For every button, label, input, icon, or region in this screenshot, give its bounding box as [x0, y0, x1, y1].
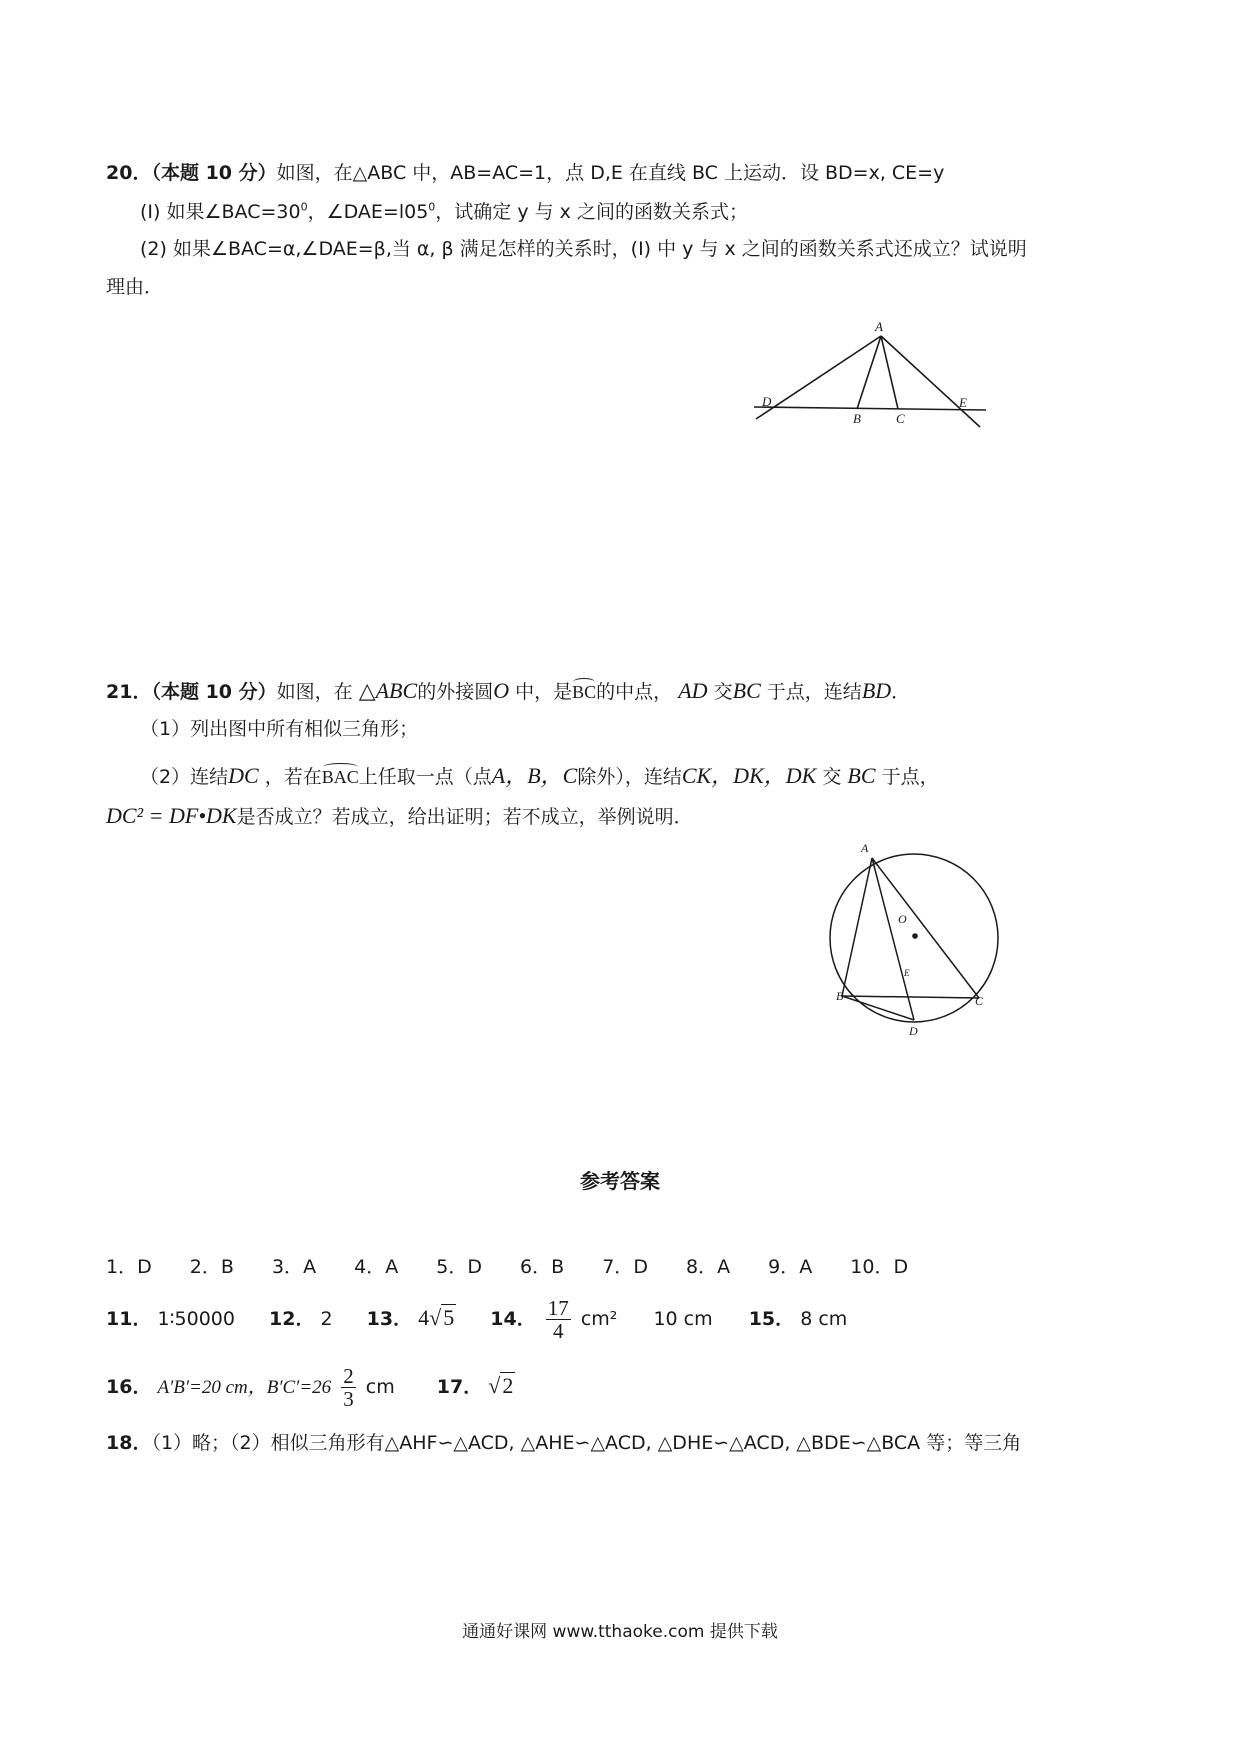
q21-part3: DC² = DF•DK是否成立？若成立，给出证明；若不成立，举例说明．	[106, 803, 693, 828]
q20-stem: 如图，在△ABC 中，AB=AC=1，点 D,E 在直线 BC 上运动．设 BD=x, CE=y	[276, 162, 945, 184]
answer-15: 8 cm	[800, 1308, 848, 1330]
q21-label-e: E	[904, 968, 910, 978]
q20-label-d: D	[762, 394, 772, 409]
q21-stem-line: 21．（本题 10 分）如图，在 △ABC的外接圆O 中，是BC的中点， AD 交BC 于点，连结BD．	[106, 678, 911, 703]
answers-row-1	[106, 1256, 940, 1279]
q20-part2: (2) 如果∠BAC=α,∠DAE=β,当 α, β 满足怎样的关系时，(Ⅰ) 中 y 与 x 之间的函数关系式还成立？试说明	[140, 238, 1027, 260]
q21-figure	[820, 838, 1020, 1048]
q20-label-b: B	[853, 411, 861, 426]
answers-row-3: 16． A′B′=20 cm，B′C′=26 $\frac{2}{3}$ cm 17． √2	[106, 1363, 514, 1411]
q20-label-a: A	[875, 319, 883, 334]
q20-score: （本题 10 分）	[151, 162, 277, 184]
q20-line-bc	[754, 407, 986, 410]
answer-3: 3．A	[271, 1256, 317, 1278]
q21-number: 21	[106, 681, 133, 703]
q20-part1: (Ⅰ) 如果$\angle BAC=30^0$，$\angle DAE=l05^0$，试确定 y 与 x 之间的函数关系式；	[140, 200, 748, 223]
q21-label-a: A	[861, 841, 869, 855]
arc-bac: BAC	[322, 763, 359, 789]
answer-11: 1∶50000	[157, 1308, 235, 1330]
q21-line-bd	[842, 996, 914, 1020]
q21-equation: DC² = DF•DK	[106, 803, 237, 828]
answers-row-4: 18．（1）略；（2）相似三角形有△AHF∽△ACD, △AHE∽△ACD, △DHE∽△ACD, △BDE∽△BCA 等；等三角	[106, 1432, 1022, 1454]
q20-label-e: E	[959, 395, 967, 410]
answer-13: 4√5	[418, 1305, 455, 1330]
answer-16-fraction: $\frac{2}{3}$	[343, 1363, 354, 1411]
q20-stem-line: 20．（本题 10 分）如图，在△ABC 中，AB=AC=1，点 D,E 在直线 BC 上运动．设 BD=x, CE=y	[106, 162, 945, 184]
answer-18: （1）略；（2）相似三角形有△AHF∽△ACD, △AHE∽△ACD, △DHE∽△ACD, △BDE∽△BCA 等；等三角	[151, 1432, 1022, 1454]
q21-label-o: O	[898, 912, 907, 926]
q20-line-ac	[881, 336, 898, 409]
arc-bc: BC	[572, 678, 596, 704]
q21-line-ab	[842, 858, 872, 996]
page-footer: 通通好课网 www.tthaoke.com 提供下载	[462, 1622, 778, 1642]
q21-line-bc	[842, 996, 979, 998]
answer-4: 4．A	[354, 1256, 399, 1278]
answer-5: 5．D	[436, 1256, 482, 1278]
q20-number: 20	[106, 162, 133, 184]
answer-9: 9．A	[768, 1256, 813, 1278]
q20-line-ad	[756, 336, 881, 419]
q20-figure	[740, 315, 1020, 435]
answer-17: √2	[488, 1373, 514, 1398]
q20-part2-cont: 理由．	[106, 276, 164, 298]
q21-line-ac	[872, 858, 979, 998]
answers-row-2: 11． 1∶50000 12． 2 13． 4√5 14． $\frac{17}{4}$ cm² 10 cm 15． 8 cm	[106, 1295, 848, 1343]
answer-16: A′B′=20 cm，B′C′=26	[157, 1377, 332, 1398]
answer-14-fraction: $\frac{17}{4}$	[547, 1295, 569, 1343]
q21-part1: （1）列出图中所有相似三角形；	[140, 718, 419, 740]
answer-7: 7．D	[602, 1256, 648, 1278]
answer-8: 8．A	[686, 1256, 731, 1278]
q21-label-c: C	[975, 994, 984, 1008]
q21-center-dot	[912, 933, 918, 939]
q20-line-ab	[857, 336, 881, 409]
q21-part2: （2）连结DC ，若在BAC上任取一点（点A，B，C除外），连结CK，DK，DK 交 BC 于点，	[140, 763, 939, 788]
answers-title: 参考答案	[580, 1169, 660, 1193]
q21-score: （本题 10 分）	[151, 681, 277, 703]
answer-2: 2．B	[189, 1256, 234, 1278]
answer-12: 2	[320, 1308, 333, 1330]
q20-label-c: C	[896, 411, 905, 426]
answer-14-extra: 10 cm	[653, 1308, 713, 1330]
q21-label-b: B	[836, 989, 844, 1003]
answer-6: 6．B	[520, 1256, 565, 1278]
answer-10: 10．D	[850, 1256, 909, 1278]
q21-line-ad	[872, 858, 914, 1020]
q21-label-d: D	[909, 1024, 918, 1038]
answer-1: 1．D	[106, 1256, 152, 1278]
